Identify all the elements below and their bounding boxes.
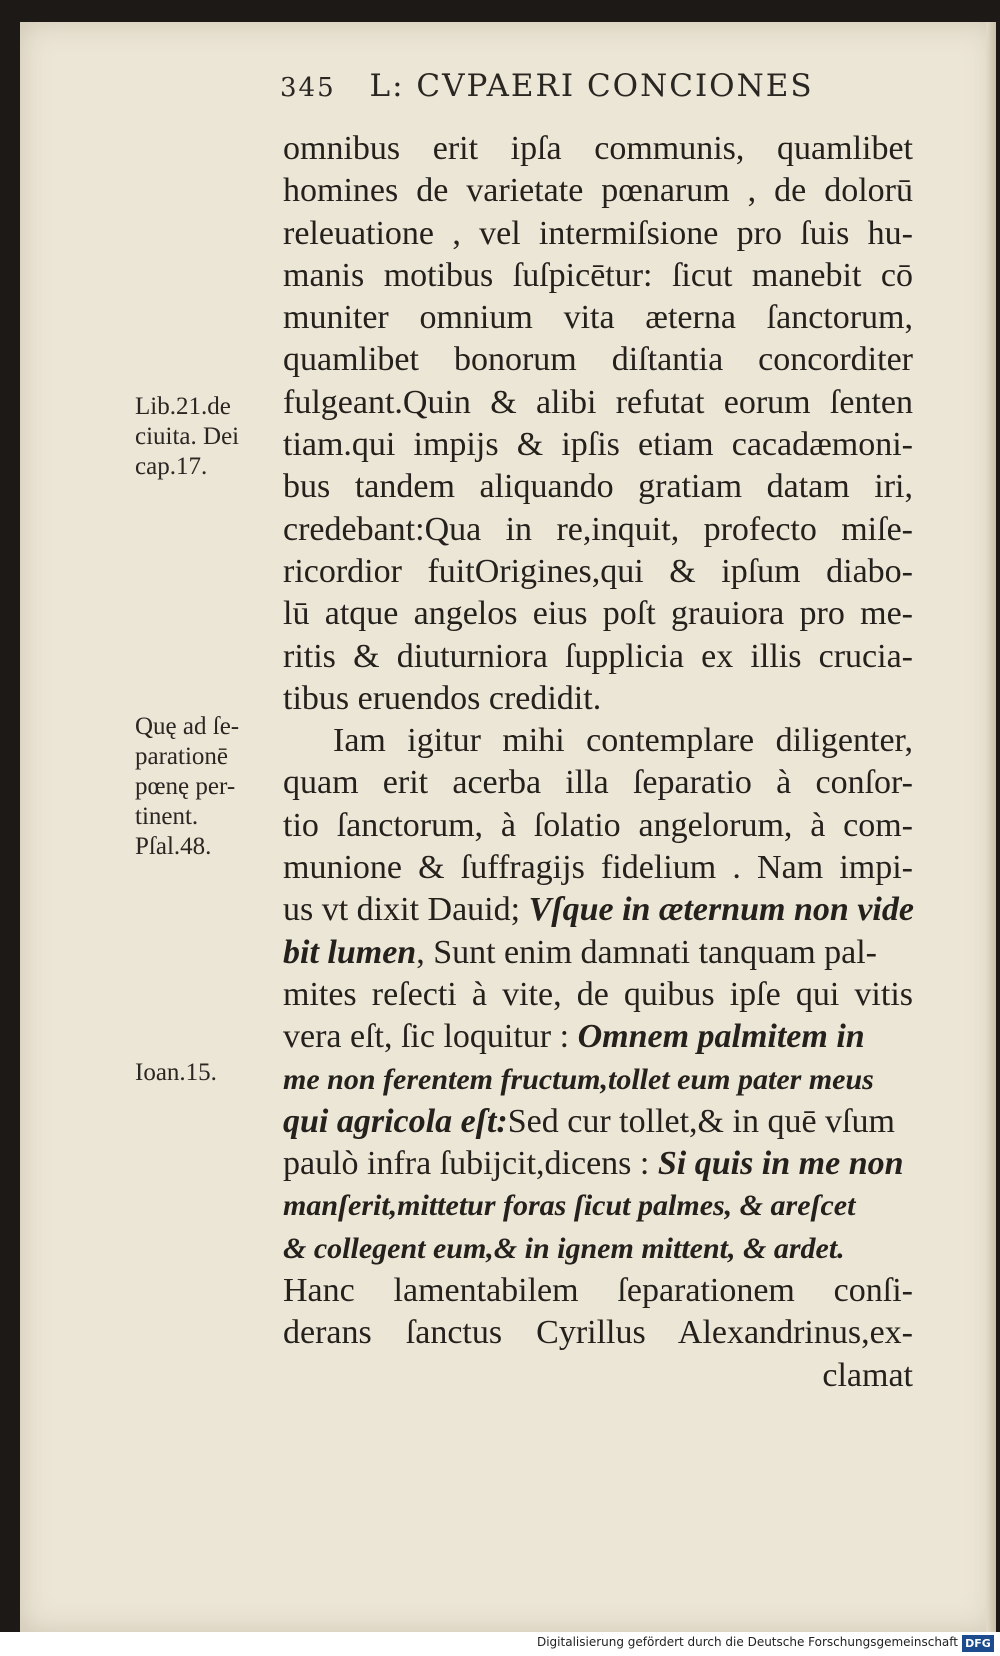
text-line [283, 932, 913, 974]
text-line: tibus eruendos credidit. [283, 679, 602, 717]
text-line: quamlibet bonorum diſtantia concorditer [283, 341, 913, 379]
text-line: bus tandem aliquando gratiam datam iri, [283, 468, 913, 506]
text-line [283, 1016, 913, 1058]
text-line: ricordior fuitOrigines,qui & ipſum diabo- [283, 552, 913, 590]
margin-note [135, 1058, 217, 1088]
margin-note [135, 712, 239, 862]
margin-note [135, 392, 239, 482]
text-line: munione & ſuffragijs fidelium . Nam impi- [283, 849, 913, 887]
text-segment: , Sunt enim damnati tanquam pal- [416, 933, 877, 971]
text-line: fulgeant.Quin & alibi refutat eorum ſenten [283, 383, 913, 421]
margin-note-line: Quę ad ſe- [135, 713, 240, 740]
margin-note-line: parationē [135, 743, 229, 770]
text-line: manis motibus ſuſpicētur: ſicut manebit cō [283, 256, 913, 294]
scripture-quote-line: me non ferentem fructum,tollet eum pater meus [283, 1062, 874, 1096]
running-head [280, 68, 900, 104]
margin-note-line: Lib.21.de [135, 393, 231, 420]
text-line: Iam igitur mihi contemplare diligenter, [333, 722, 913, 760]
body-text [283, 128, 913, 1397]
text-line: releuatione , vel intermiſsione pro ſuis hu- [283, 214, 913, 252]
text-line [283, 1143, 913, 1185]
scripture-quote-line: manſerit,mittetur foras ſicut palmes, & areſcet [283, 1189, 856, 1223]
text-line: Hanc lamentabilem ſeparationem conſi- [283, 1272, 913, 1310]
text-line: quam erit acerba illa ſeparatio à conſor- [283, 764, 913, 802]
margin-note-line: cap.17. [135, 453, 208, 480]
scripture-quote: bit lumen [283, 933, 417, 971]
scripture-quote: Vſque in æternum non vide [528, 891, 914, 929]
text-segment: us vt dixit Dauid; [283, 891, 521, 929]
text-line: tio ſanctorum, à ſolatio angelorum, à com- [283, 806, 913, 844]
scripture-quote: Omnem palmitem in [577, 1018, 865, 1056]
dfg-logo: DFG [962, 1635, 994, 1652]
page-edge [986, 22, 996, 1632]
text-line: ritis & diuturniora ſupplicia ex illis crucia- [283, 637, 913, 675]
text-segment: paulò infra ſubijcit,dicens : [283, 1145, 650, 1183]
text-line: credebant:Qua in re,inquit, profecto miſe- [283, 510, 913, 548]
text-line: lū atque angelos eius poſt grauiora pro me- [283, 595, 913, 633]
text-line [283, 889, 913, 931]
scripture-quote: qui agricola eſt: [283, 1102, 508, 1140]
text-line: mites reſecti à vite, de quibus ipſe qui vitis [283, 975, 913, 1013]
text-line: muniter omnium vita æterna ſanctorum, [283, 299, 913, 337]
page-number: 345 [280, 73, 336, 103]
margin-note-line: ciuita. Dei [135, 423, 240, 450]
running-title: L: CVPAERI CONCIONES [369, 68, 814, 104]
margin-note-line: tinent. [135, 803, 199, 830]
text-line [283, 1101, 913, 1143]
text-segment: vera eſt, ſic loquitur : [283, 1018, 570, 1056]
margin-note-line: Pſal.48. [135, 833, 212, 860]
text-line: homines de varietate pœnarum , de dolorū [283, 172, 913, 210]
text-segment: Sed cur tollet,& in quē vſum [507, 1102, 895, 1140]
text-line: omnibus erit ipſa communis, quamlibet [283, 130, 913, 167]
footer-bar [0, 1632, 1000, 1656]
margin-note-line: Ioan.15. [135, 1059, 217, 1086]
catchword: clamat [822, 1356, 913, 1394]
funding-credit: Digitalisierung gefördert durch die Deutsche Forschungsgemeinschaft [536, 1635, 958, 1649]
text-line: derans ſanctus Cyrillus Alexandrinus,ex- [283, 1314, 913, 1352]
scripture-quote: Si quis in me non [657, 1145, 904, 1183]
margin-note-line: pœnę per- [135, 773, 236, 800]
scripture-quote-line: & collegent eum,& in ignem mittent, & ardet. [283, 1231, 845, 1265]
text-line: tiam.qui impijs & ipſis etiam cacadæmoni- [283, 426, 913, 464]
